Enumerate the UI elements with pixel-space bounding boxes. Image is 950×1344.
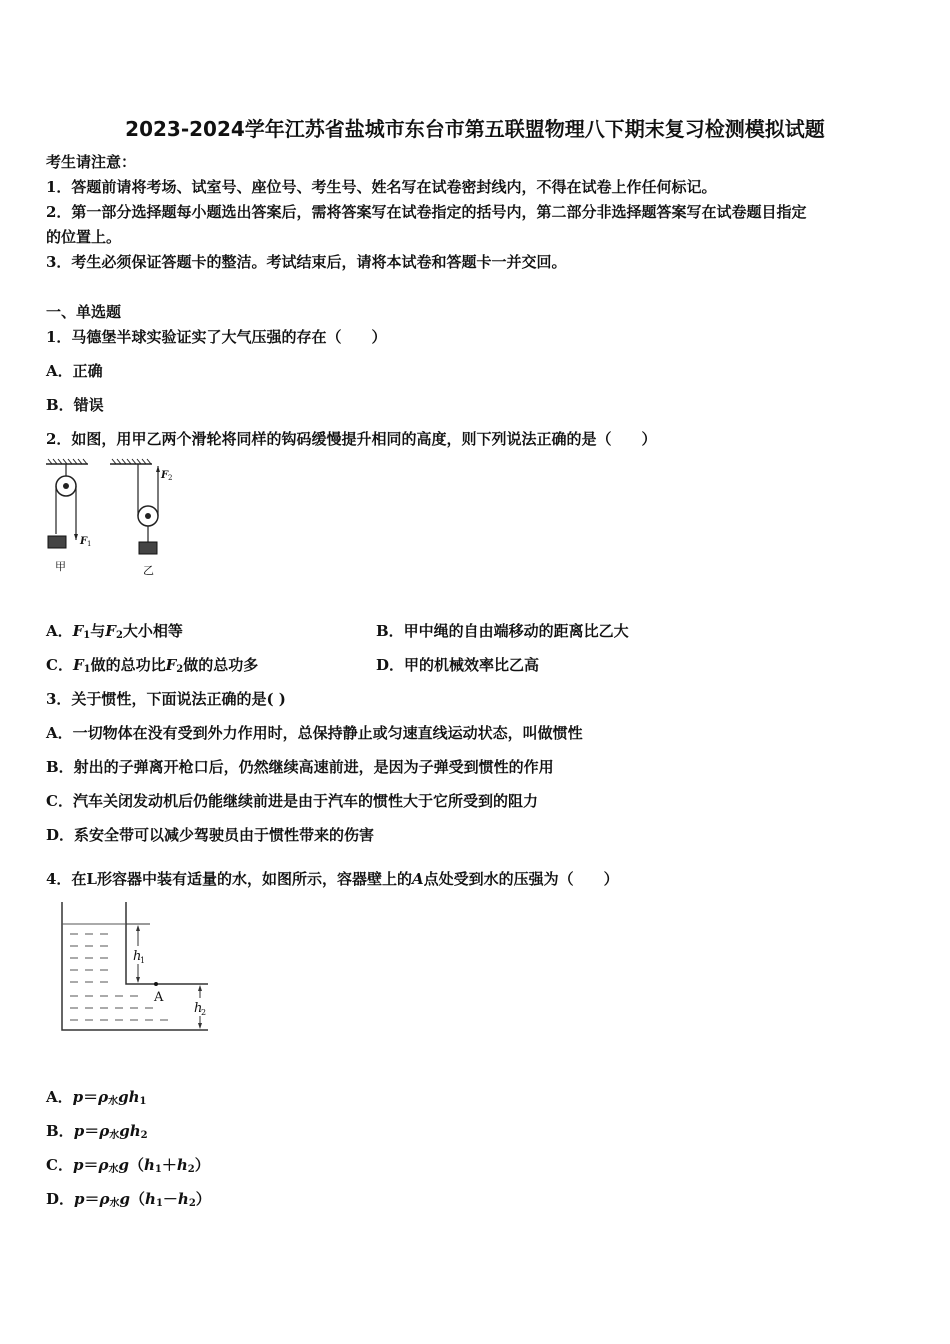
q4-option-c: C．$p=\rho_水g(h_1+h_2)$ xyxy=(46,1156,210,1175)
weight-yi xyxy=(139,542,157,554)
q2-option-b: B．甲中绳的自由端移动的距离比乙大 xyxy=(376,622,629,640)
q1-stem: 1．马德堡半球实验证实了大气压强的存在（ ） xyxy=(46,328,387,346)
q3-option-d: D．系安全带可以减少驾驶员由于惯性带来的伤害 xyxy=(46,826,375,844)
q4-option-b: B．$p=\rho_水gh_2$ xyxy=(46,1122,148,1141)
label-jia: 甲 xyxy=(55,560,66,573)
page-title: 2023-2024学年江苏省盐城市东台市第五联盟物理八下期末复习检测模拟试题 xyxy=(125,117,825,141)
q4-option-d: D．$p=\rho_水g(h_1-h_2)$ xyxy=(46,1190,211,1209)
q3-stem: 3．关于惯性，下面说法正确的是( ) xyxy=(46,690,286,708)
svg-text:A: A xyxy=(154,990,164,1005)
q2-option-d: D．甲的机械效率比乙高 xyxy=(376,656,540,674)
q4-option-a: A．$p=\rho_水gh_1$ xyxy=(46,1088,147,1107)
q2-option-a: A．$F_1$与$F_2$大小相等 xyxy=(46,622,183,641)
section-heading: 一、单选题 xyxy=(46,303,122,321)
q1-option-b: B．错误 xyxy=(46,396,104,414)
notice-line-3: 3．考生必须保证答题卡的整洁。考试结束后，请将本试卷和答题卡一并交回。 xyxy=(46,253,567,271)
q2-stem: 2．如图，用甲乙两个滑轮将同样的钩码缓慢提升相同的高度，则下列说法正确的是（ ） xyxy=(46,430,657,448)
q2-option-c: C．$F_1$做的总功比$F_2$做的总功多 xyxy=(46,656,259,675)
q4-stem: 4．在L形容器中装有适量的水，如图所示，容器壁上的A点处受到水的压强为（ ） xyxy=(46,870,619,888)
label-yi: 乙 xyxy=(143,564,154,577)
notice-heading: 考生请注意： xyxy=(46,153,137,171)
notice-line-2b: 的位置上。 xyxy=(46,228,122,246)
h2-label: h xyxy=(194,1001,203,1016)
q3-option-b: B．射出的子弹离开枪口后，仍然继续高速前进，是因为子弹受到惯性的作用 xyxy=(46,758,554,776)
notice-line-2a: 2．第一部分选择题每小题选出答案后，需将答案写在试卷指定的括号内，第二部分非选择题答案写在试卷题目指定 xyxy=(46,203,807,221)
svg-text:1: 1 xyxy=(87,540,92,548)
q3-option-a: A．一切物体在没有受到外力作用时，总保持静止或匀速直线运动状态，叫做惯性 xyxy=(46,724,583,742)
f2-label: F xyxy=(161,470,169,481)
svg-text:1: 1 xyxy=(140,956,146,965)
point-a xyxy=(154,982,158,986)
h1-label: h xyxy=(133,949,142,964)
svg-text:2: 2 xyxy=(168,474,173,482)
weight-jia xyxy=(48,536,66,548)
f1-label: F xyxy=(80,536,88,547)
q3-option-c: C．汽车关闭发动机后仍能继续前进是由于汽车的惯性大于它所受到的阻力 xyxy=(46,792,538,810)
svg-text:2: 2 xyxy=(201,1008,207,1017)
q4-l-container-figure xyxy=(58,900,218,1035)
q1-option-a: A．正确 xyxy=(46,362,103,380)
q2-pulley-figure xyxy=(44,458,194,578)
notice-line-1: 1．答题前请将考场、试室号、座位号、考生号、姓名写在试卷密封线内，不得在试卷上作任何标记。 xyxy=(46,178,717,196)
